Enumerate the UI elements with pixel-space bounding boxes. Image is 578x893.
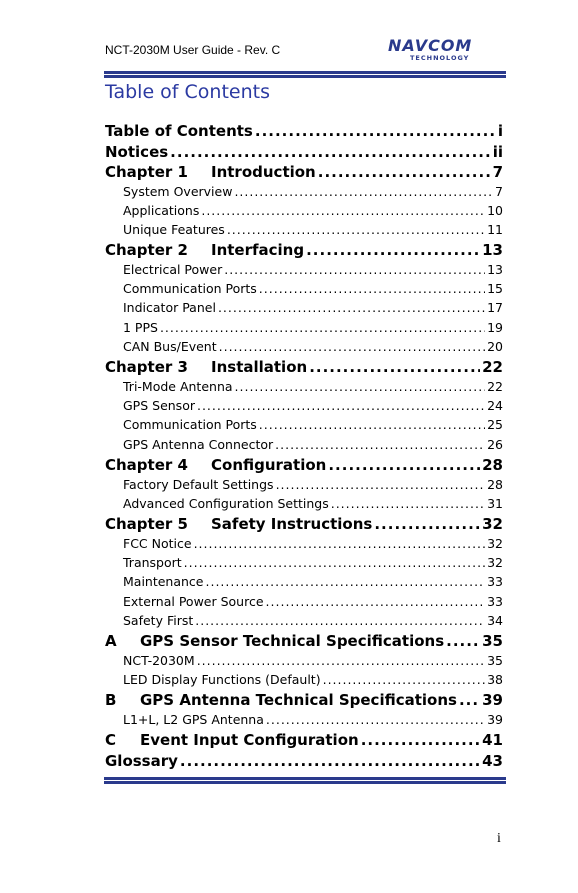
toc-page-number: 22 — [487, 378, 503, 394]
toc-entry-number: Chapter 1 — [105, 163, 188, 181]
toc-entry-text: Table of Contents — [105, 122, 253, 140]
logo-subtitle: TECHNOLOGY — [410, 54, 470, 62]
toc-entry-label — [123, 398, 195, 413]
toc-page-number: 13 — [487, 261, 503, 277]
toc-subentry[interactable] — [105, 613, 503, 632]
toc-entry-text: Tri-Mode Antenna — [123, 378, 233, 394]
toc-page-number: 28 — [487, 476, 503, 492]
toc-entry-label — [105, 241, 304, 259]
toc-subentry[interactable] — [105, 262, 503, 281]
toc-page-number: 7 — [495, 183, 503, 199]
toc-entry-text: GPS Sensor — [123, 398, 195, 414]
toc-dot-leader — [328, 456, 480, 474]
logo-wordmark: NAVCOM — [388, 36, 473, 55]
toc-dot-leader — [224, 262, 485, 277]
toc-page-number: 7 — [492, 163, 503, 181]
toc-page-number: 34 — [487, 612, 503, 628]
toc-dot-leader — [170, 143, 491, 161]
toc-subentry[interactable] — [105, 281, 503, 300]
toc-dot-leader — [374, 515, 480, 533]
toc-entry-label — [123, 339, 217, 354]
document-header-title: NCT-2030M User Guide - Rev. C — [105, 43, 281, 57]
toc-page-number: 20 — [487, 339, 503, 355]
toc-entry-label — [123, 222, 225, 237]
toc-entry-label — [105, 632, 444, 650]
toc-entry-text: Communication Ports — [123, 417, 257, 433]
toc-entry-text: Safety Instructions — [211, 515, 373, 534]
toc-entry-text: L1+L, L2 GPS Antenna — [123, 711, 264, 727]
toc-entry-number: B — [105, 691, 117, 710]
toc-entry-text: Unique Features — [123, 222, 225, 238]
toc-entry-label — [123, 437, 273, 452]
toc-page-number: 26 — [487, 436, 503, 452]
toc-dot-leader — [309, 358, 480, 376]
header-rule — [104, 71, 506, 78]
table-of-contents — [105, 122, 503, 772]
toc-entry-text: Electrical Power — [123, 261, 223, 277]
toc-entry-label — [105, 731, 359, 749]
toc-heading-entry[interactable] — [105, 358, 503, 379]
toc-subentry[interactable] — [105, 398, 503, 417]
toc-dot-leader — [331, 496, 485, 511]
toc-entry-text: Transport — [123, 554, 182, 570]
toc-entry-text: Communication Ports — [123, 281, 257, 297]
toc-heading-entry[interactable] — [105, 752, 503, 773]
toc-entry-label — [105, 752, 178, 770]
toc-dot-leader — [160, 320, 485, 335]
footer-rule — [104, 777, 506, 784]
toc-entry-text: CAN Bus/Event — [123, 339, 217, 355]
toc-subentry[interactable] — [105, 320, 503, 339]
toc-page-number: 32 — [487, 554, 503, 570]
toc-dot-leader — [206, 574, 486, 589]
toc-subentry[interactable] — [105, 339, 503, 358]
toc-page-number: 15 — [487, 281, 503, 297]
toc-dot-leader — [255, 122, 496, 140]
toc-heading-entry[interactable] — [105, 731, 503, 752]
toc-page-number: 24 — [487, 398, 503, 414]
toc-page-number: 35 — [482, 632, 503, 651]
toc-entry-number: C — [105, 731, 117, 750]
toc-dot-leader — [201, 203, 485, 218]
toc-dot-leader — [266, 594, 486, 609]
toc-page-number: 39 — [482, 691, 503, 710]
toc-dot-leader — [180, 752, 480, 770]
toc-entry-text: 1 PPS — [123, 319, 158, 335]
toc-entry-text: LED Display Functions (Default) — [123, 671, 321, 687]
toc-page-number: 32 — [482, 515, 503, 534]
toc-entry-label — [123, 320, 158, 335]
toc-page-number: ii — [492, 142, 503, 161]
toc-entry-text: GPS Antenna Technical Specifications — [140, 691, 457, 710]
toc-entry-text: Interfacing — [211, 241, 305, 260]
toc-subentry[interactable] — [105, 437, 503, 456]
toc-entry-text: Applications — [123, 202, 200, 218]
toc-entry-label — [105, 122, 253, 140]
toc-page-number: 41 — [482, 731, 503, 750]
toc-entry-label — [123, 203, 199, 218]
toc-page-number: 38 — [487, 671, 503, 687]
toc-dot-leader — [197, 398, 485, 413]
toc-subentry[interactable] — [105, 712, 503, 731]
toc-dot-leader — [446, 632, 480, 650]
toc-entry-text: GPS Sensor Technical Specifications — [140, 632, 445, 651]
toc-subentry[interactable] — [105, 222, 503, 241]
toc-subentry[interactable] — [105, 574, 503, 593]
toc-entry-label — [123, 379, 233, 394]
toc-entry-label — [123, 613, 193, 628]
toc-subentry[interactable] — [105, 594, 503, 613]
toc-page-number: 28 — [482, 456, 503, 475]
toc-entry-label — [123, 574, 204, 589]
toc-page-number: 43 — [482, 751, 503, 770]
toc-dot-leader — [194, 536, 486, 551]
toc-dot-leader — [276, 477, 486, 492]
toc-entry-label — [123, 536, 192, 551]
toc-entry-number: Chapter 2 — [105, 241, 188, 260]
toc-dot-leader — [195, 613, 485, 628]
toc-entry-label — [105, 515, 372, 533]
toc-page-number: 25 — [487, 417, 503, 433]
toc-subentry[interactable] — [105, 555, 503, 574]
toc-entry-label — [123, 672, 321, 687]
toc-entry-text: Configuration — [211, 456, 327, 475]
toc-dot-leader — [219, 339, 485, 354]
toc-page-number: 19 — [487, 319, 503, 335]
page-number: i — [497, 831, 501, 846]
toc-subentry[interactable] — [105, 300, 503, 319]
toc-entry-number: Chapter 4 — [105, 456, 188, 475]
toc-dot-leader — [227, 222, 485, 237]
toc-subentry[interactable] — [105, 379, 503, 398]
toc-entry-text: Installation — [211, 358, 308, 377]
toc-entry-text: External Power Source — [123, 593, 264, 609]
toc-page-number: 10 — [487, 202, 503, 218]
toc-entry-text: FCC Notice — [123, 535, 192, 551]
toc-heading-entry[interactable] — [105, 163, 503, 184]
toc-dot-leader — [259, 417, 485, 432]
toc-entry-label — [123, 417, 257, 432]
toc-entry-text: Glossary — [105, 751, 178, 770]
toc-dot-leader — [323, 672, 486, 687]
toc-entry-label — [123, 184, 232, 199]
toc-entry-text: NCT-2030M — [123, 652, 195, 668]
toc-subentry[interactable] — [105, 477, 503, 496]
toc-page-number: 35 — [487, 652, 503, 668]
toc-dot-leader — [306, 241, 480, 259]
toc-page-number: 39 — [487, 711, 503, 727]
toc-heading-entry[interactable] — [105, 143, 503, 164]
toc-page-number: i — [497, 122, 503, 140]
toc-heading-entry[interactable] — [105, 515, 503, 536]
toc-subentry[interactable] — [105, 672, 503, 691]
toc-page-number: 13 — [482, 241, 503, 260]
toc-page-number: 33 — [487, 574, 503, 590]
toc-dot-leader — [361, 731, 480, 749]
toc-page-number: 32 — [487, 535, 503, 551]
toc-entry-text: Factory Default Settings — [123, 476, 274, 492]
toc-subentry[interactable] — [105, 203, 503, 222]
toc-dot-leader — [318, 163, 491, 181]
toc-entry-number: Chapter 3 — [105, 358, 188, 377]
toc-entry-text: Introduction — [211, 163, 316, 181]
toc-entry-label — [123, 594, 264, 609]
toc-dot-leader — [459, 691, 480, 709]
toc-heading-entry[interactable] — [105, 456, 503, 477]
toc-entry-text: GPS Antenna Connector — [123, 436, 274, 452]
toc-entry-text: Indicator Panel — [123, 300, 216, 316]
toc-heading-entry[interactable] — [105, 122, 503, 143]
toc-entry-label — [123, 262, 222, 277]
toc-dot-leader — [197, 653, 485, 668]
toc-entry-label — [123, 653, 195, 668]
toc-heading-entry[interactable] — [105, 632, 503, 653]
toc-subentry[interactable] — [105, 653, 503, 672]
toc-entry-label — [105, 143, 168, 161]
toc-page-number: 17 — [487, 300, 503, 316]
toc-entry-text: Event Input Configuration — [140, 731, 359, 750]
toc-subentry[interactable] — [105, 417, 503, 436]
toc-dot-leader — [235, 379, 486, 394]
toc-dot-leader — [275, 437, 485, 452]
toc-entry-label — [123, 496, 329, 511]
toc-heading-entry[interactable] — [105, 691, 503, 712]
toc-dot-leader — [184, 555, 485, 570]
toc-entry-label — [123, 555, 182, 570]
toc-entry-label — [105, 358, 307, 376]
toc-page-number: 31 — [487, 495, 503, 511]
toc-entry-label — [123, 712, 264, 727]
toc-dot-leader — [266, 712, 485, 727]
toc-entry-label — [105, 691, 457, 709]
toc-subentry[interactable] — [105, 496, 503, 515]
toc-entry-label — [123, 281, 257, 296]
toc-entry-text: Notices — [105, 142, 169, 161]
toc-entry-text: Safety First — [123, 612, 194, 628]
toc-entry-label — [123, 300, 216, 315]
toc-page-number: 33 — [487, 593, 503, 609]
toc-page-number: 22 — [482, 358, 503, 377]
toc-page-number: 11 — [487, 222, 503, 238]
toc-heading-entry[interactable] — [105, 241, 503, 262]
toc-entry-text: System Overview — [123, 183, 233, 199]
toc-subentry[interactable] — [105, 184, 503, 203]
toc-dot-leader — [259, 281, 485, 296]
toc-entry-number: A — [105, 632, 117, 651]
page-title: Table of Contents — [105, 81, 270, 103]
toc-dot-leader — [234, 184, 493, 199]
toc-entry-text: Advanced Configuration Settings — [123, 495, 329, 511]
toc-entry-label — [105, 163, 316, 181]
toc-entry-label — [123, 477, 274, 492]
toc-subentry[interactable] — [105, 536, 503, 555]
toc-entry-label — [105, 456, 326, 474]
toc-entry-number: Chapter 5 — [105, 515, 188, 534]
toc-entry-text: Maintenance — [123, 574, 204, 590]
toc-dot-leader — [218, 300, 485, 315]
navcom-logo — [388, 38, 503, 64]
